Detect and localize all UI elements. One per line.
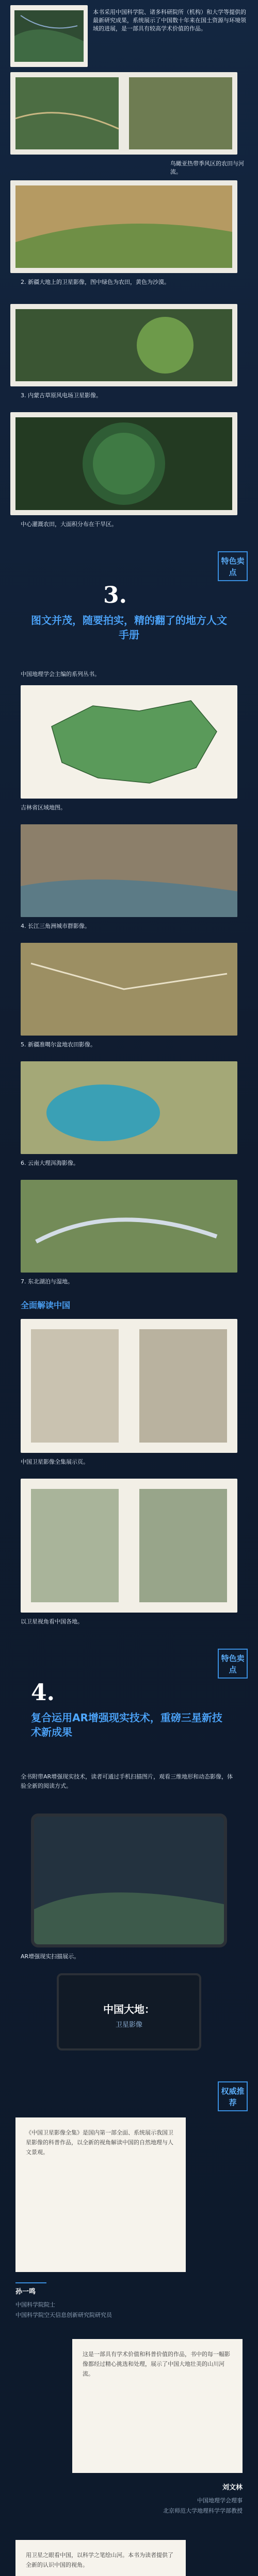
feature-3-title: 图文并茂，随要拍实，精的翻了的地方人文手册 xyxy=(31,614,227,641)
book-spread-photo-4 xyxy=(10,304,237,386)
photo-lakes xyxy=(21,1180,237,1273)
ar-paragraph: 全书附带AR增强现实技术，读者可通过手机扫描图片，观看三维地形和动态影像，体验全新的阅读方式。 xyxy=(21,1773,233,1789)
review-1-body: 《中国卫星影像全集》是国内第一部全面、系统展示我国卫星影像的科普作品，以全新的视角解读中国的自然地理与人文景观。 xyxy=(26,2129,173,2156)
badge-selling-point-2: 特色卖点 xyxy=(218,1649,248,1679)
tablet-ar-demo xyxy=(31,1814,227,1947)
review-2-title2: 北京师范大学地理科学学部教授 xyxy=(163,2507,243,2514)
caption-lakes: 7. 东北湖泊与湿地。 xyxy=(21,1278,73,1285)
review-card-2 xyxy=(72,2339,243,2473)
caption-delta: 4. 长江三角洲城市群影像。 xyxy=(21,923,90,929)
review-2-name: 刘文林 xyxy=(222,2484,243,2492)
review-card-3 xyxy=(15,2540,186,2576)
caption-irrigation: 中心灌溉农田，大面积分布在干旱区。 xyxy=(21,521,117,528)
review-card-1 xyxy=(15,2117,186,2272)
badge-selling-point-1: 特色卖点 xyxy=(218,551,248,581)
photo-junggar xyxy=(21,943,237,1036)
feature-3-number: 3. xyxy=(103,582,127,608)
caption-intro: 本书采用中国科学院、诸多科研院所（机构）和大学等提供的最新研究成果，系统展示了中国数十年来在国土资源与环境领域的进展，是一部具有较高学术价值的作品。 xyxy=(93,9,246,32)
book-spread-photo-2 xyxy=(10,72,237,155)
tablet-title-card xyxy=(57,1973,201,2050)
tablet-subtitle: 卫星影像 xyxy=(115,2021,142,2029)
spread-b xyxy=(21,1479,237,1613)
caption-xinjiang: 2. 新疆大地上的卫星影像，图中绿色为农田，黄色为沙漠。 xyxy=(21,279,170,285)
caption-river: 鸟瞰亚热带季风区的农田与河流。 xyxy=(170,160,244,175)
photo-erhai xyxy=(21,1061,237,1154)
spread-a xyxy=(21,1319,237,1453)
atlas-lead: 中国地理学会主编的系列丛书。 xyxy=(21,671,100,677)
review-1-divider xyxy=(15,2282,46,2283)
review-1-title1: 中国科学院院士 xyxy=(15,2301,55,2308)
caption-windfarm: 3. 内蒙古草原风电场卫星影像。 xyxy=(21,392,102,399)
tablet-title: 中国大地： xyxy=(103,2003,155,2015)
feature-4-title: 复合运用AR增强现实技术，重磅三星新技术新成果 xyxy=(31,1711,222,1738)
caption-erhai: 6. 云南大理洱海影像。 xyxy=(21,1160,79,1166)
review-3-body: 用卫星之眼看中国，以科学之笔绘山河。本书为读者提供了全新的认识中国的视角。 xyxy=(26,2552,173,2568)
section4-title: 全面解读中国 xyxy=(21,1300,71,1310)
review-2-title1: 中国地理学会理事 xyxy=(197,2497,243,2504)
badge-authority: 权威推荐 xyxy=(218,2081,248,2111)
spread-caption-1: 中国卫星影像全集展示页。 xyxy=(21,1459,89,1465)
review-2-body: 这是一部具有学术价值和科普价值的作品，书中的每一幅影像都经过精心挑选和处理，展示了中国大地壮美的山川河流。 xyxy=(83,2351,230,2377)
review-1-title2: 中国科学院空天信息创新研究院研究员 xyxy=(15,2312,112,2318)
ar-caption: AR增强现实扫描展示。 xyxy=(21,1953,80,1960)
spread-caption-2: 以卫星视角看中国各地。 xyxy=(21,1618,83,1625)
caption-map: 吉林省区域地图。 xyxy=(21,804,66,811)
photo-delta xyxy=(21,824,237,917)
book-spread-photo-3 xyxy=(10,180,237,273)
map-jilin xyxy=(21,685,237,799)
review-1-name: 孙一鸣 xyxy=(15,2288,36,2296)
book-spread-photo-5 xyxy=(10,412,237,515)
feature-4-number: 4. xyxy=(31,1680,55,1706)
caption-junggar: 5. 新疆准噶尔盆地农田影像。 xyxy=(21,1041,96,1048)
book-spread-photo-1 xyxy=(10,5,88,67)
